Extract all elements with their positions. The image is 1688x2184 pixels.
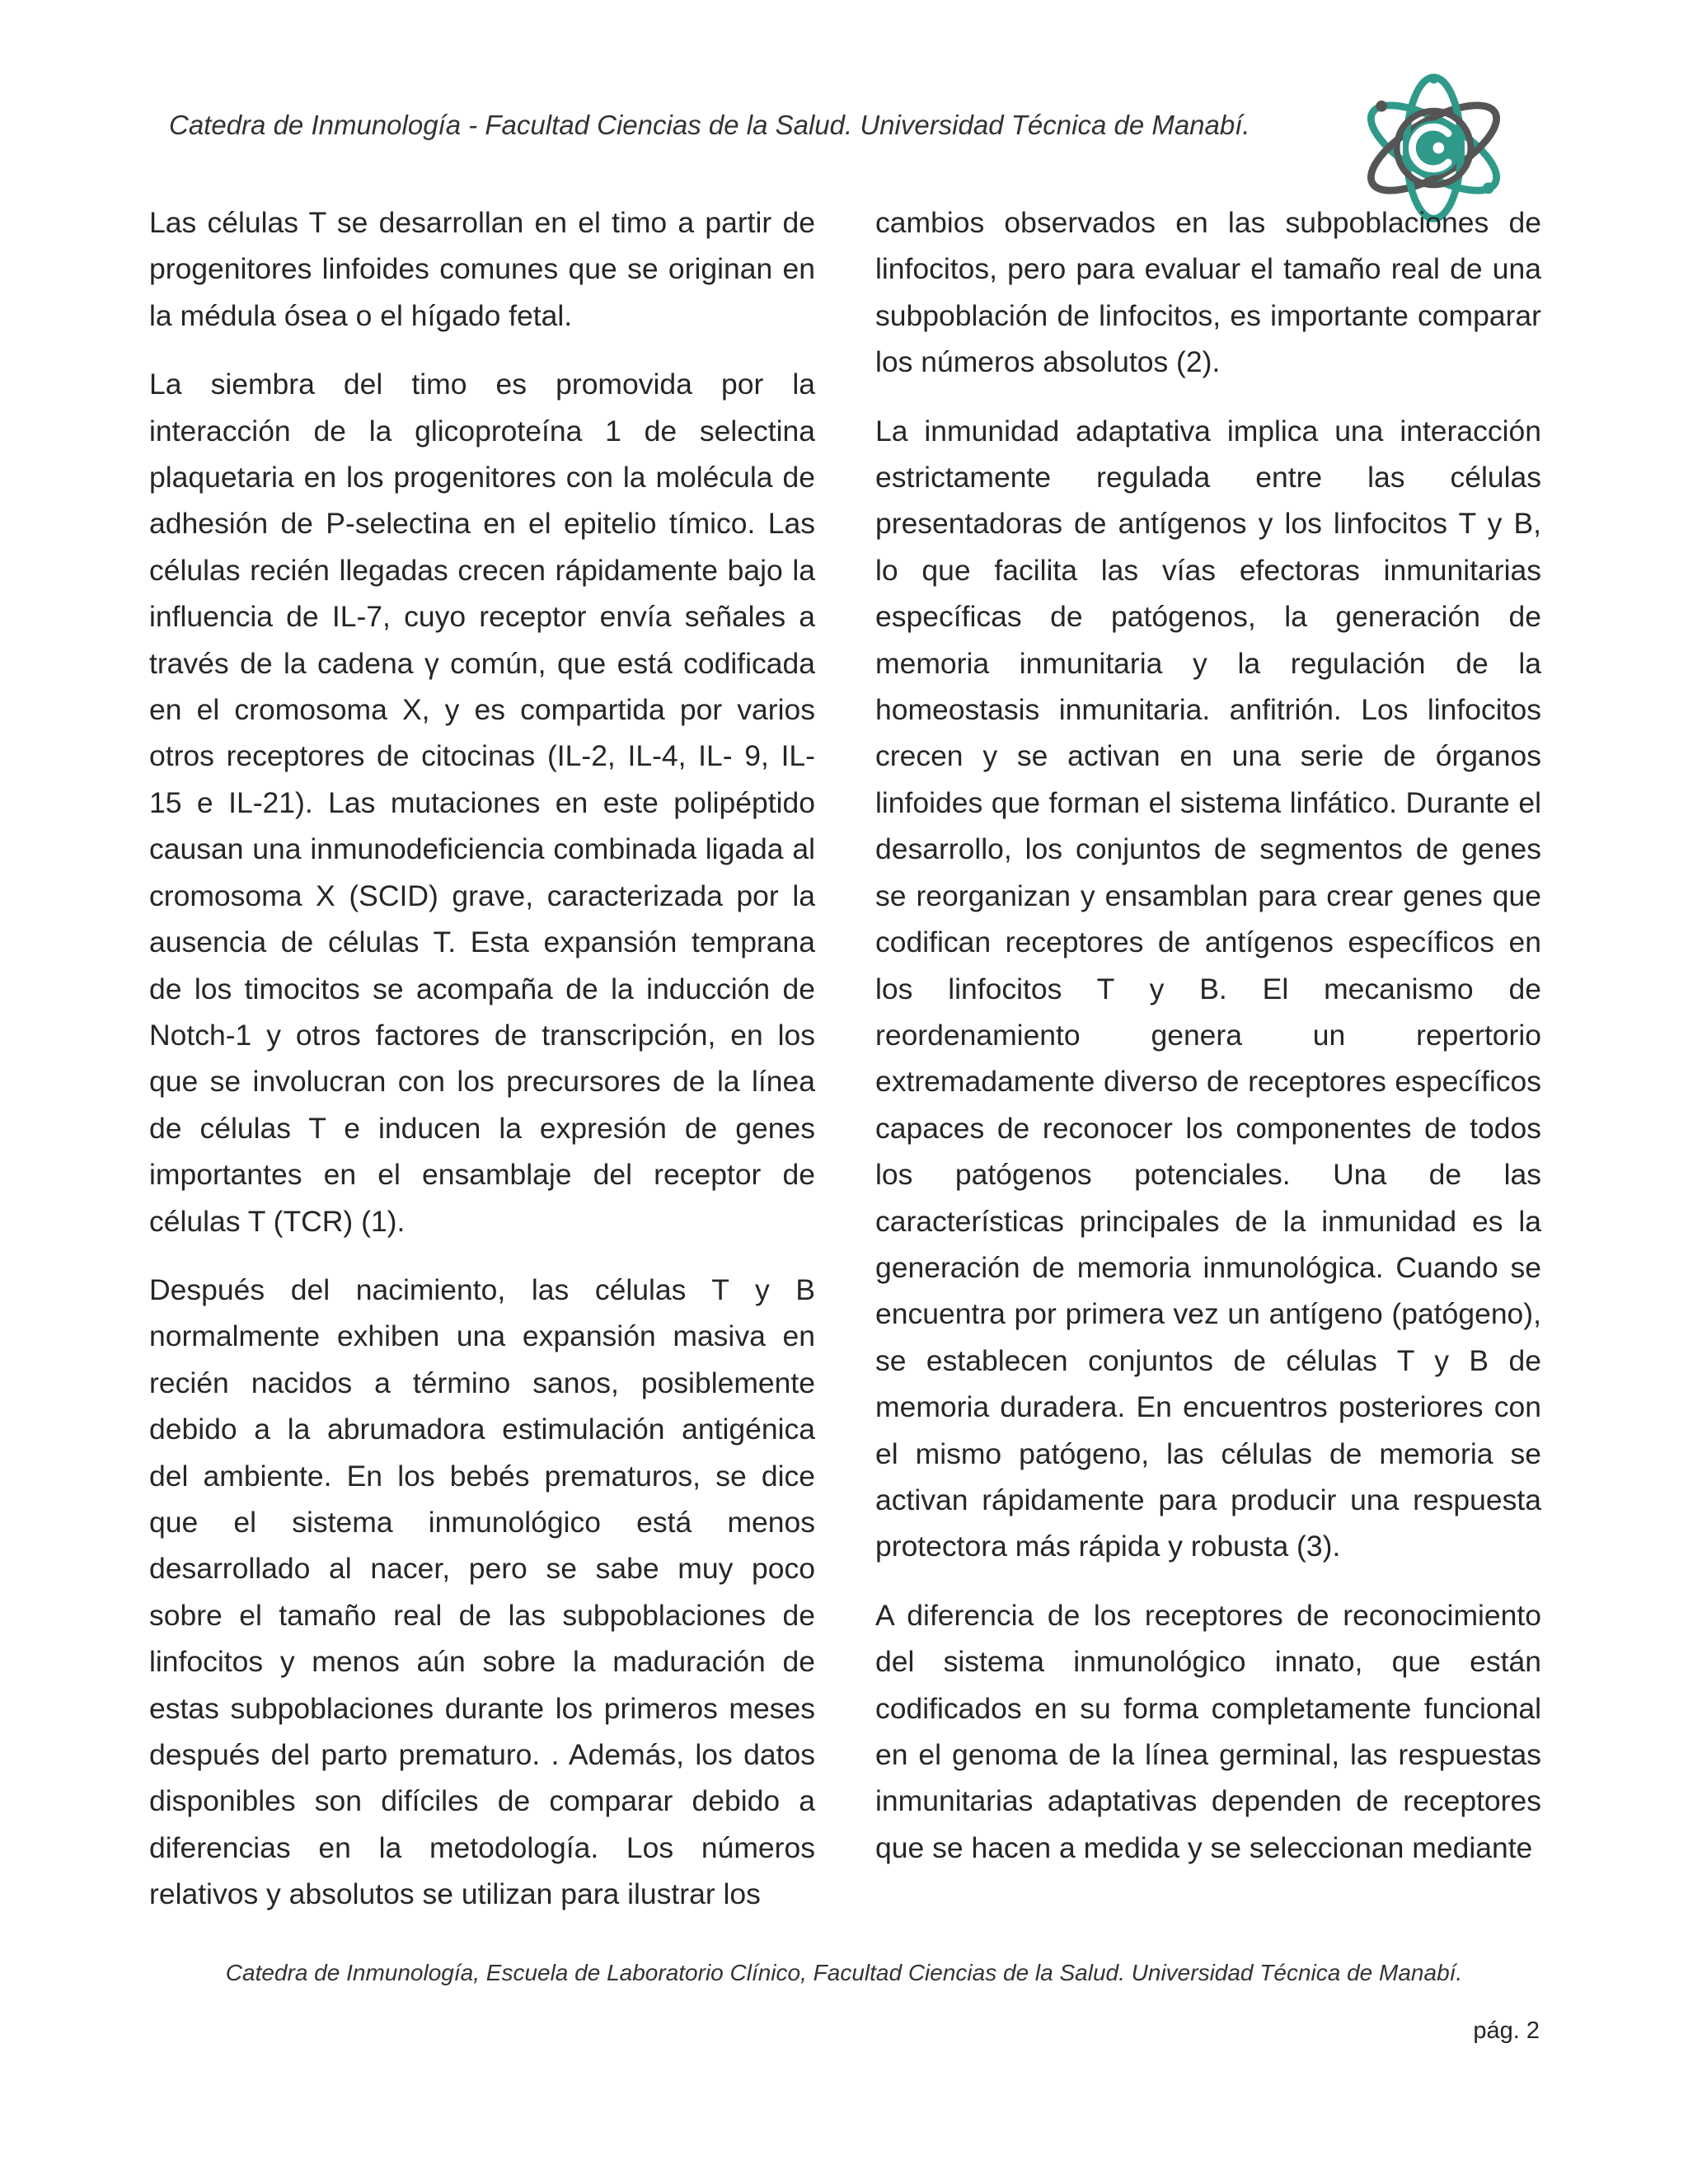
right-column xyxy=(875,199,1541,1893)
paragraph: Después del nacimiento, las células T y B normalmente exhiben una expansión masiva en recién nacidos a término sanos, posiblemente debido a la abrumadora estimulación antigénica del ambiente. En los bebés prematuros, se dice que el sistema inmunológico está menos desarrollado al nacer, pero se sabe muy poco sobre el tamaño real de las subpoblaciones de linfocitos y menos aún sobre la maduración de estas subpoblaciones durante los primeros meses después del parto prematuro. . Además, los datos disponibles son difíciles de comparar debido a diferencias en la metodología. Los números relativos y absolutos se utilizan para ilustrar los xyxy=(149,1272,815,1911)
paragraph: A diferencia de los receptores de reconocimiento del sistema inmunológico innato, que están codificados en su forma completamente funcional en el genoma de la línea germinal, las respuestas inmunitarias adaptativas dependen de receptores que se hacen a medida y se seleccionan mediante xyxy=(875,1598,1541,1864)
paragraph: cambios observados en las subpoblaciones de linfocitos, pero para evaluar el tamaño real de una subpoblación de linfocitos, es importante comparar los números absolutos (2). xyxy=(875,206,1541,379)
paragraph: La siembra del timo es promovida por la interacción de la glicoproteína 1 de selectina plaquetaria en los progenitores con la molécula de adhesión de P-selectina en el epitelio tímico. Las células recién llegadas crecen rápidamente bajo la influencia de IL-7, cuyo receptor envía señales a través de la cadena γ común, que está codificada en el cromosoma X, y es compartida por varios otros receptores de citocinas (IL-2, IL-4, IL- 9, IL-15 e IL-21). Las mutaciones en este polipéptido causan una inmunodeficiencia combinada ligada al cromosoma X (SCID) grave, caracterizada por la ausencia de células T. Esta expansión temprana de los timocitos se acompaña de la inducción de Notch-1 y otros factores de transcripción, en los que se involucran con los precursores de la línea de células T e inducen la expresión de genes importantes en el ensamblaje del receptor de células T (TCR) (1). xyxy=(149,368,815,1238)
page-header: Catedra de Inmunología - Facultad Ciencias de la Salud. Universidad Técnica de Manabí. xyxy=(169,110,1250,140)
left-column xyxy=(149,199,815,1940)
page-number: pág. 2 xyxy=(1473,2018,1540,2044)
paragraph: La inmunidad adaptativa implica una interacción estrictamente regulada entre las células presentadoras de antígenos y los linfocitos T y B, lo que facilita las vías efectoras inmunitarias específicas de patógenos, la generación de memoria inmunitaria y la regulación de la homeostasis inmunitaria. anfitrión. Los linfocitos crecen y se activan en una serie de órganos linfoides que forman el sistema linfático. Durante el desarrollo, los conjuntos de segmentos de genes se reorganizan y ensamblan para crear genes que codifican receptores de antígenos específicos en los linfocitos T y B. El mecanismo de reordenamiento genera un repertorio extremadamente diverso de receptores específicos capaces de reconocer los componentes de todos los patógenos potenciales. Una de las características principales de la inmunidad es la generación de memoria inmunológica. Cuando se encuentra por primera vez un antígeno (patógeno), se establecen conjuntos de células T y B de memoria duradera. En encuentros posteriores con el mismo patógeno, las células de memoria se activan rápidamente para producir una respuesta protectora más rápida y robusta (3). xyxy=(875,414,1541,1563)
page-footer: Catedra de Inmunología, Escuela de Laboratorio Clínico, Facultad Ciencias de la Salud. Universidad Técnica de Manabí. xyxy=(225,1960,1463,1985)
paragraph: Las células T se desarrollan en el timo a partir de progenitores linfoides comunes que se originan en la médula ósea o el hígado fetal. xyxy=(149,206,815,332)
